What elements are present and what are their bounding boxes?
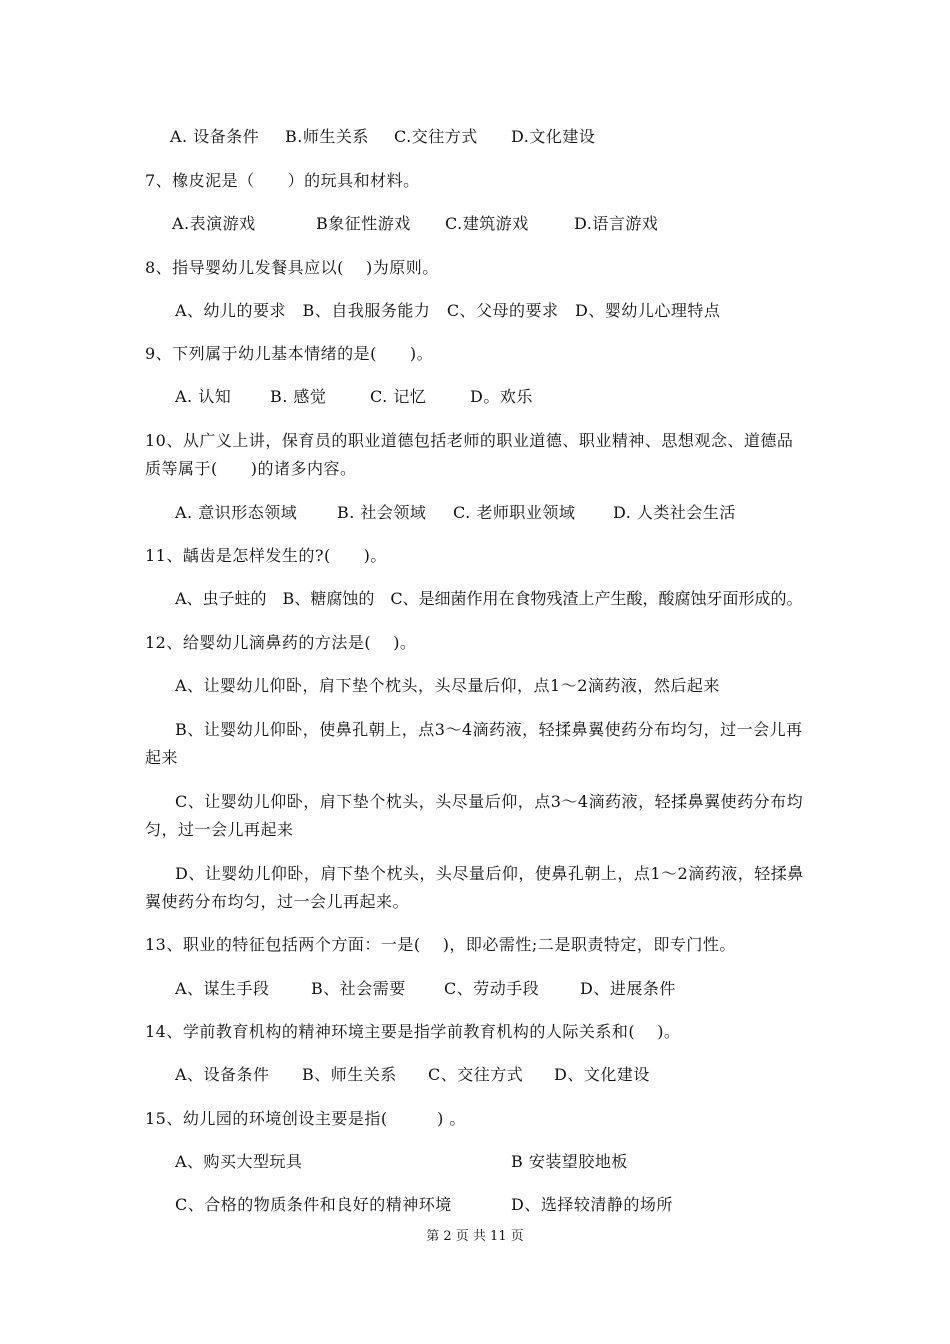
- q12-option-c-line-1: C、让婴幼儿仰卧，肩下垫个枕头，头尽量后仰，点3～4滴药液，轻揉鼻翼使药分布均: [175, 792, 804, 811]
- q13-option-a: A、谋生手段: [175, 979, 270, 998]
- q15-option-c: C、合格的物质条件和良好的精神环境: [175, 1195, 452, 1214]
- q13-option-d: D、进展条件: [580, 979, 676, 998]
- q10-option-a: A. 意识形态领域: [175, 503, 298, 522]
- question-10-line-1: 10、从广义上讲，保育员的职业道德包括老师的职业道德、职业精神、思想观念、道德品: [145, 431, 794, 450]
- q8-options: A、幼儿的要求 B、自我服务能力 C、父母的要求 D、婴幼儿心理特点: [175, 301, 721, 320]
- q15-option-d: D、选择较清静的场所: [511, 1195, 673, 1214]
- q6-option-c: C.交往方式: [394, 127, 478, 146]
- q12-option-d-line-1: D、让婴幼儿仰卧，肩下垫个枕头，头尽量后仰，使鼻孔朝上，点1～2滴药液，轻揉鼻: [175, 864, 804, 883]
- q7-option-d: D.语言游戏: [574, 214, 659, 233]
- question-13: 13、职业的特征包括两个方面：一是( )，即必需性;二是职责特定，即专门性。: [145, 935, 736, 954]
- question-12: 12、给婴幼儿滴鼻药的方法是( )。: [145, 633, 417, 652]
- question-10-line-2: 质等属于( )的诸多内容。: [145, 459, 357, 478]
- q12-option-b-line-1: B、让婴幼儿仰卧，使鼻孔朝上，点3～4滴药液，轻揉鼻翼使药分布均匀，过一会儿再: [175, 720, 803, 739]
- q9-option-b: B. 感觉: [270, 387, 327, 406]
- q12-option-a: A、让婴幼儿仰卧，肩下垫个枕头，头尽量后仰，点1～2滴药液，然后起来: [175, 676, 720, 695]
- q11-options: A、虫子蛀的 B、糖腐蚀的 C、是细菌作用在食物残渣上产生酸，酸腐蚀牙面形成的。: [175, 589, 803, 608]
- question-7: 7、橡皮泥是（ ）的玩具和材料。: [145, 171, 420, 190]
- q12-option-c-line-2: 匀，过一会儿再起来: [145, 820, 294, 839]
- q7-option-b: B象征性游戏: [316, 214, 411, 233]
- q14-option-a: A、设备条件: [175, 1065, 270, 1084]
- q12-option-d-line-2: 翼使药分布均匀，过一会儿再起来。: [145, 892, 410, 911]
- q6-option-a: A. 设备条件: [170, 127, 260, 146]
- q15-option-a: A、购买大型玩具: [175, 1152, 303, 1171]
- q15-option-b: B 安装望胶地板: [511, 1152, 628, 1171]
- question-15: 15、幼儿园的环境创设主要是指( ) 。: [145, 1109, 466, 1128]
- q10-option-b: B. 社会领域: [337, 503, 427, 522]
- q13-option-b: B、社会需要: [311, 979, 406, 998]
- q14-option-c: C、交往方式: [428, 1065, 524, 1084]
- q7-option-a: A.表演游戏: [172, 214, 256, 233]
- q6-option-d: D.文化建设: [511, 127, 596, 146]
- q6-option-b: B.师生关系: [285, 127, 369, 146]
- question-9: 9、下列属于幼儿基本情绪的是( )。: [145, 344, 434, 363]
- question-14: 14、学前教育机构的精神环境主要是指学前教育机构的人际关系和( )。: [145, 1022, 681, 1041]
- q9-option-a: A. 认知: [175, 387, 232, 406]
- q10-option-c: C. 老师职业领域: [453, 503, 576, 522]
- q9-option-c: C. 记忆: [370, 387, 427, 406]
- q13-option-c: C、劳动手段: [444, 979, 540, 998]
- q10-option-d: D. 人类社会生活: [613, 503, 736, 522]
- q14-option-d: D、文化建设: [554, 1065, 650, 1084]
- q14-option-b: B、师生关系: [302, 1065, 397, 1084]
- question-11: 11、龋齿是怎样发生的?( )。: [145, 546, 387, 565]
- q12-option-b-line-2: 起来: [145, 748, 179, 767]
- page-footer: 第 2 页 共 11 页: [426, 1229, 524, 1244]
- question-8: 8、指导婴幼儿发餐具应以( )为原则。: [145, 258, 439, 277]
- q7-option-c: C.建筑游戏: [445, 214, 529, 233]
- q9-option-d: D。欢乐: [470, 387, 533, 406]
